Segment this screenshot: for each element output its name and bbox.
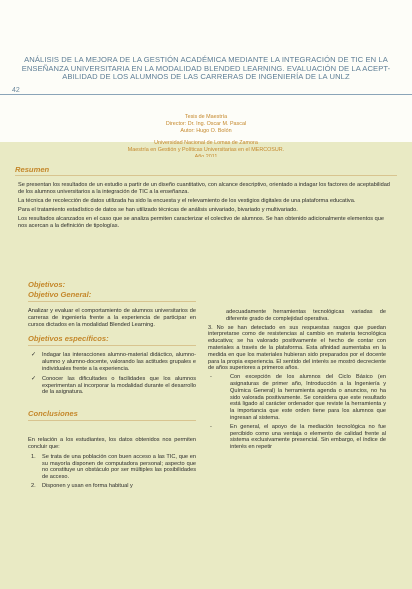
thesis-meta [110,114,302,161]
conclusiones-intro: En relación a los estudiantes, los datos obtenidos nos permiten concluir que: [28,437,196,450]
meta-line: Autor: Hugo O. Bolón [180,128,232,134]
abstract-rule [15,175,397,176]
page-number: 42 [12,87,20,94]
title-line: ABILIDAD DE LOS ALUMNOS DE LAS CARRERAS DE INGENIERÍA DE LA UNLZ [62,72,350,82]
conclusiones-list [28,454,196,490]
right-column [208,309,386,453]
section-rule [28,301,196,302]
objetivo-general-heading: Objetivo General: [28,290,92,299]
objetivo-general-text: Analizar y evaluar el comportamiento de alumnos universitarios de carreras de ingeniería frente a la experiencia de participar en cursos dictados en la modalidad Blended Learning. [28,308,196,328]
meta-line: Tesis de Maestría [184,114,228,120]
header-rule [0,94,412,95]
abstract-body [18,182,393,232]
objetivos-especificos-list [28,352,196,396]
list-item: ✓ Conocer las dificultades o facilidades que los alumnos experimentan al incorporar la modalidad durante el desarrollo de la asignatura. [31,375,196,396]
list-item: 3. No se han detectado en sus respuestas rasgos que puedan interpretarse como de resistencias al cambio en materia tecnológica educativa; se ha valorado positivamente el hecho de contar con materiales a través de la plataforma. Esta afinidad aumentaba en la medida en que los materiales hubieran sido preparados por el docente para la propia experiencia. El sentido del interés se mostró decreciente de años superiores a primeros años. [208,324,386,372]
continuation-text: adecuadamente herramientas tecnológicas variadas de diferente grado de complejidad operativa. [226,309,386,322]
section-rule [28,420,196,421]
abstract-paragraph: Se presentan los resultados de un estudio a partir de un diseño cuantitativo, con alcance descriptivo, orientado a indagar los factores de aceptabilidad de los alumnos universitarios a la integración de TIC a la enseñanza. [18,182,390,195]
meta-line: Director: Dr. Ing. Oscar M. Pascal [165,121,247,127]
list-item: - Con excepción de los alumnos del Ciclo Básico (en asignaturas de primer año, Introducción a la Ingeniería y Química General) la herramienta agenda o anuncios, no ha sido valorada positivamente. Se considera que este resultado está ligado al carácter ordenador que reviste la herramienta y la importancia que este orden tiene para los alumnos que ingresan al sistema. [210,374,386,421]
title-line: ENSEÑANZA UNIVERSITARIA EN LA MODALIDAD BLENDED LEARNING. EVALUACIÓN DE LA ACEPT- [21,63,391,73]
title-line: ANÁLISIS DE LA MEJORA DE LA GESTIÓN ACADÉMICA MEDIANTE LA INTEGRACIÓN DE TIC EN LA [24,55,388,64]
list-item: 1. Se trata de una población con buen acceso a las TIC, que en su mayoría disponen de computadora personal; aspecto que no constituye un obstáculo por ser múltiples las posibilidades de acceso. [31,453,196,481]
abstract-paragraph: Para el tratamiento estadístico de datos se han utilizado técnicas de análisis univariado, bivariado y multivariado. [18,207,298,214]
objetivos-especificos-heading: Objetivos específicos: [28,334,109,344]
left-column [28,280,196,492]
list-item: - En general, el apoyo de la mediación tecnológica no fue percibido como una ventaja o elemento de calidad frente al sistema exclusivamente presencial. Sin embargo, el índice de interés en repetir [210,423,386,451]
abstract-paragraph: Los resultados alcanzados en el caso que se analiza permiten caracterizar el colectivo de alumnos. Se han obtenido adicionalmente elementos que nos acercan a la definición de tipologías. [18,216,384,230]
paper-title [16,56,396,82]
section-rule [28,345,196,346]
objetivos-heading: Objetivos: [28,280,66,289]
list-item: ✓ Indagar las interacciones alumno-material didáctico, alumno-alumno y alumno-docente, valorando las actitudes grupales e individuales frente a la experiencia. [31,352,196,372]
check-icon: ✓ [31,375,37,382]
check-icon: ✓ [31,352,37,359]
abstract-heading: Resumen [15,165,50,174]
conclusiones-heading: Conclusiones [28,409,78,419]
abstract-paragraph: La técnica de recolección de datos utilizada ha sido la encuesta y el relevamiento de los vestigios digitales de una plataforma educativa. [18,197,356,204]
list-item: 2. Disponen y usan en forma habitual y [31,482,133,489]
meta-line: Maestría en Gestión y Políticas Universitarias en el MERCOSUR. [127,147,285,153]
meta-line: Universidad Nacional de Lomas de Zamora [154,140,258,146]
